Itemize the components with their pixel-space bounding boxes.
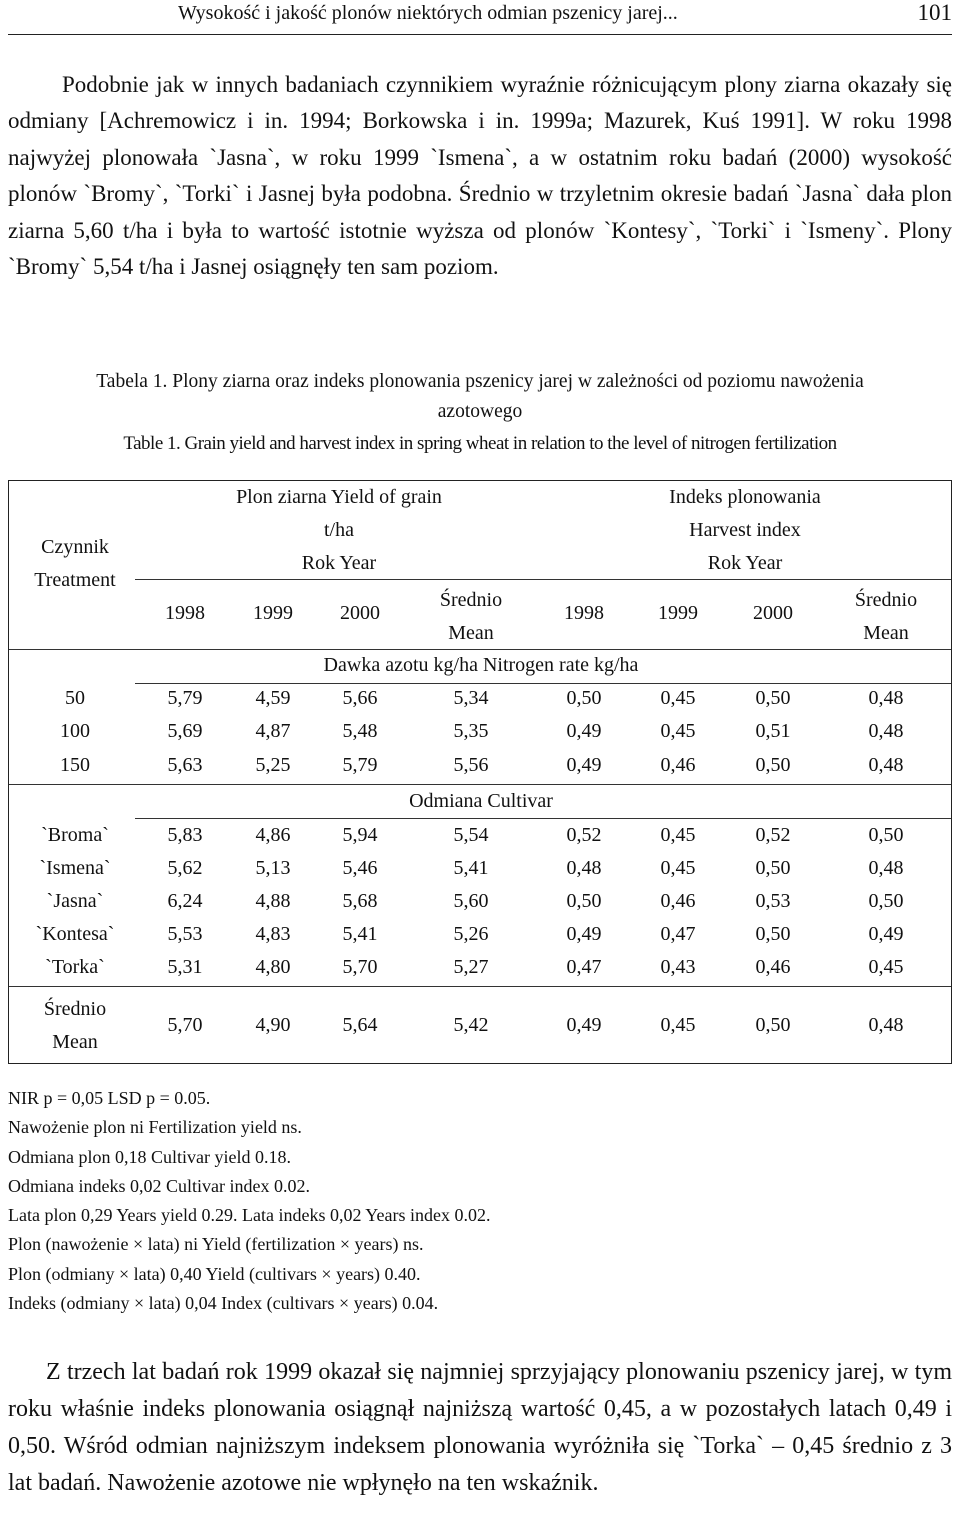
note-cultivar-index: Odmiana indeks 0,02 Cultivar index 0.02.	[8, 1175, 310, 1196]
paragraph-intro: Podobnie jak w innych badaniach czynnikiem wyraźnie różnicującym plony ziarna okazały się odmiany [Achremowicz i in. 1994; Borkowska i in. 1999a; Mazurek, Kuś 1991]. W roku 1998 najwyżej plonowała `Jasna`, w roku 1999 `Ismena`, a w ostatnim roku badań (2000) wysokość plonów `Bromy`, `Torki` i Jasnej była podobna. Średnio w trzyletnim okresie badań `Jasna` dała plon ziarna 5,60 t/ha i była to wartość istotnie wyższa od plonów `Kontesy`, `Torki` i `Ismeny`. Plony `Bromy` 5,54 t/ha i Jasnej osiągnęły ten sam poziom.	[8, 72, 952, 280]
cultivar-cell: 6,24	[167, 890, 203, 912]
rule-header-bottom	[9, 649, 951, 650]
nitrogen-cell: 5,79	[342, 753, 378, 776]
table-caption-pl	[0, 367, 960, 427]
nitrogen-cell: 5,56	[453, 753, 489, 776]
cultivar-cell: 5,26	[453, 923, 489, 945]
nitrogen-cell: 0,45	[660, 687, 696, 709]
cultivar-cell: 4,83	[255, 923, 291, 945]
nitrogen-cell: 5,34	[453, 687, 489, 709]
cultivar-cell: 4,88	[255, 890, 291, 912]
cultivar-cell: 0,45	[868, 956, 904, 978]
nitrogen-cell: 4,59	[255, 687, 291, 709]
cultivar-cell: 0,48	[868, 857, 904, 879]
cultivar-cell: 5,27	[453, 956, 489, 978]
cultivar-cell: 0,43	[660, 956, 696, 978]
mean-cell: 0,50	[755, 1014, 791, 1036]
cultivar-cell: 0,45	[660, 857, 696, 879]
cultivar-cell: 5,62	[167, 857, 203, 879]
mean-cell: 5,70	[167, 1014, 203, 1036]
data-table	[8, 480, 952, 1064]
nitrogen-cell: 0,49	[566, 720, 602, 743]
nitrogen-row-label: 100	[60, 720, 90, 743]
nitrogen-cell: 0,50	[755, 753, 791, 776]
note-cult-years-yield: Plon (odmiany × lata) 0,40 Yield (cultivars × years) 0.40.	[8, 1263, 421, 1284]
cultivar-cell: 5,53	[167, 923, 203, 945]
cultivar-cell: 0,48	[566, 857, 602, 879]
cultivar-cell: 5,41	[453, 857, 489, 879]
page-number: 101	[917, 0, 952, 25]
nitrogen-row-label: 50	[65, 687, 85, 709]
running-header	[8, 0, 952, 35]
caption-pl-line1: Tabela 1. Plony ziarna oraz indeks plonowania pszenicy jarej w zależności od poziomu nawożenia	[96, 371, 864, 392]
yield-header: Plon ziarna Yield of grain t/ha Rok Year	[236, 486, 442, 574]
cultivar-row-label: `Broma`	[41, 824, 109, 846]
year-header-index-y1998: 1998	[564, 602, 604, 624]
cultivar-cell: 0,46	[660, 890, 696, 912]
running-title: Wysokość i jakość plonów niektórych odmian pszenicy jarej...	[178, 2, 678, 24]
nitrogen-cell: 0,50	[566, 687, 602, 709]
cultivar-cell: 0,52	[566, 824, 602, 846]
cultivar-cell: 0,52	[755, 824, 791, 846]
cultivar-cell: 0,47	[566, 956, 602, 978]
cultivar-cell: 5,54	[453, 824, 489, 846]
cultivar-cell: 0,49	[868, 923, 904, 945]
nitrogen-cell: 5,69	[167, 720, 203, 743]
nitrogen-cell: 0,50	[755, 687, 791, 709]
rule-cultivar-bottom	[9, 986, 951, 987]
nitrogen-cell: 0,49	[566, 753, 602, 776]
caption-pl-line2: azotowego	[437, 401, 523, 422]
rule-section-cultivar	[135, 818, 951, 819]
rule-nitrogen-bottom	[9, 784, 951, 785]
cultivar-cell: 5,60	[453, 890, 489, 912]
cultivar-cell: 5,41	[342, 923, 378, 945]
cultivar-cell: 0,50	[755, 857, 791, 879]
cultivar-cell: 5,70	[342, 956, 378, 978]
nitrogen-cell: 5,63	[167, 753, 203, 776]
cultivar-cell: 4,80	[255, 956, 291, 978]
nitrogen-cell: 4,87	[255, 720, 291, 743]
note-cult-years-index: Indeks (odmiany × lata) 0,04 Index (cultivars × years) 0.04.	[8, 1293, 439, 1314]
mean-header-index: Średnio Mean	[854, 589, 918, 644]
mean-row-label: Średnio Mean	[43, 998, 107, 1053]
cultivar-cell: 5,46	[342, 857, 378, 879]
paragraph-conclusion: Z trzech lat badań rok 1999 okazał się najmniej sprzyjający plonowaniu pszenicy jarej, w tym roku właśnie indeks plonowania osiągnął najniższą wartość 0,45, a w pozostałych latach 0,49 i 0,50. Wśród odmian najniższym indeksem plonowania wyróżniła się `Torka` – 0,45 średnio z 3 lat badań. Nawożenie azotowe nie wpłynęło na ten wskaźnik.	[8, 1359, 952, 1496]
cultivar-cell: 0,50	[566, 890, 602, 912]
cultivar-cell: 0,46	[755, 956, 791, 978]
nitrogen-cell: 5,66	[342, 687, 378, 709]
cultivar-row-label: `Torka`	[45, 956, 105, 978]
cultivar-cell: 0,50	[755, 923, 791, 945]
nitrogen-cell: 0,51	[755, 720, 791, 743]
cultivar-cell: 0,50	[868, 824, 904, 846]
nitrogen-cell: 5,35	[453, 720, 489, 743]
cultivar-cell: 4,86	[255, 824, 291, 846]
mean-cell: 0,45	[660, 1014, 696, 1036]
cultivar-cell: 5,83	[167, 824, 203, 846]
mean-cell: 0,48	[868, 1014, 904, 1036]
section-cultivar-label: Odmiana Cultivar	[409, 790, 553, 812]
factor-header: Czynnik Treatment	[34, 536, 116, 591]
cultivar-row-label: `Ismena`	[39, 857, 111, 879]
table-notes	[8, 1084, 948, 1318]
cultivar-cell: 5,68	[342, 890, 378, 912]
index-header: Indeks plonowania Harvest index Rok Year	[669, 486, 821, 574]
cultivar-cell: 5,94	[342, 824, 378, 846]
mean-cell: 5,64	[342, 1014, 378, 1036]
cultivar-cell: 5,13	[255, 857, 291, 879]
year-header-y1998: 1998	[165, 602, 205, 624]
cultivar-cell: 0,50	[868, 890, 904, 912]
nitrogen-cell: 0,46	[660, 753, 696, 776]
cultivar-cell: 5,31	[167, 956, 203, 978]
note-years: Lata plon 0,29 Years yield 0.29. Lata indeks 0,02 Years index 0.02.	[8, 1205, 491, 1226]
section-nitrogen-label: Dawka azotu kg/ha Nitrogen rate kg/ha	[323, 654, 639, 676]
cultivar-cell: 0,49	[566, 923, 602, 945]
nitrogen-cell: 5,79	[167, 687, 203, 709]
note-lsd: NIR p = 0,05 LSD p = 0.05.	[8, 1088, 211, 1108]
mean-cell: 4,90	[255, 1014, 291, 1036]
nitrogen-cell: 5,48	[342, 720, 378, 743]
mean-header-yield: Średnio Mean	[439, 589, 503, 644]
mean-cell: 5,42	[453, 1014, 489, 1036]
year-header-y2000: 2000	[340, 602, 380, 624]
cultivar-row-label: `Kontesa`	[35, 923, 115, 945]
nitrogen-cell: 0,48	[868, 753, 904, 776]
mean-cell: 0,49	[566, 1014, 602, 1036]
year-header-index-y2000: 2000	[753, 602, 793, 624]
note-fert-years: Plon (nawożenie × lata) ni Yield (fertilization × years) ns.	[8, 1234, 424, 1255]
nitrogen-cell: 5,25	[255, 753, 291, 776]
table-caption-en: Table 1. Grain yield and harvest index in spring wheat in relation to the level of nitrogen fertilization	[123, 433, 837, 454]
note-fertilization: Nawożenie plon ni Fertilization yield ns.	[8, 1117, 302, 1138]
year-header-index-y1999: 1999	[658, 602, 698, 624]
cultivar-cell: 0,45	[660, 824, 696, 846]
year-header-y1999: 1999	[253, 602, 293, 624]
nitrogen-cell: 0,45	[660, 720, 696, 743]
note-cultivar-yield: Odmiana plon 0,18 Cultivar yield 0.18.	[8, 1146, 291, 1167]
cultivar-row-label: `Jasna`	[46, 890, 104, 912]
nitrogen-row-label: 150	[60, 753, 90, 776]
cultivar-cell: 0,47	[660, 923, 696, 945]
nitrogen-cell: 0,48	[868, 720, 904, 743]
rule-section-nitrogen	[135, 683, 951, 684]
nitrogen-cell: 0,48	[868, 687, 904, 709]
cultivar-cell: 0,53	[755, 890, 791, 912]
